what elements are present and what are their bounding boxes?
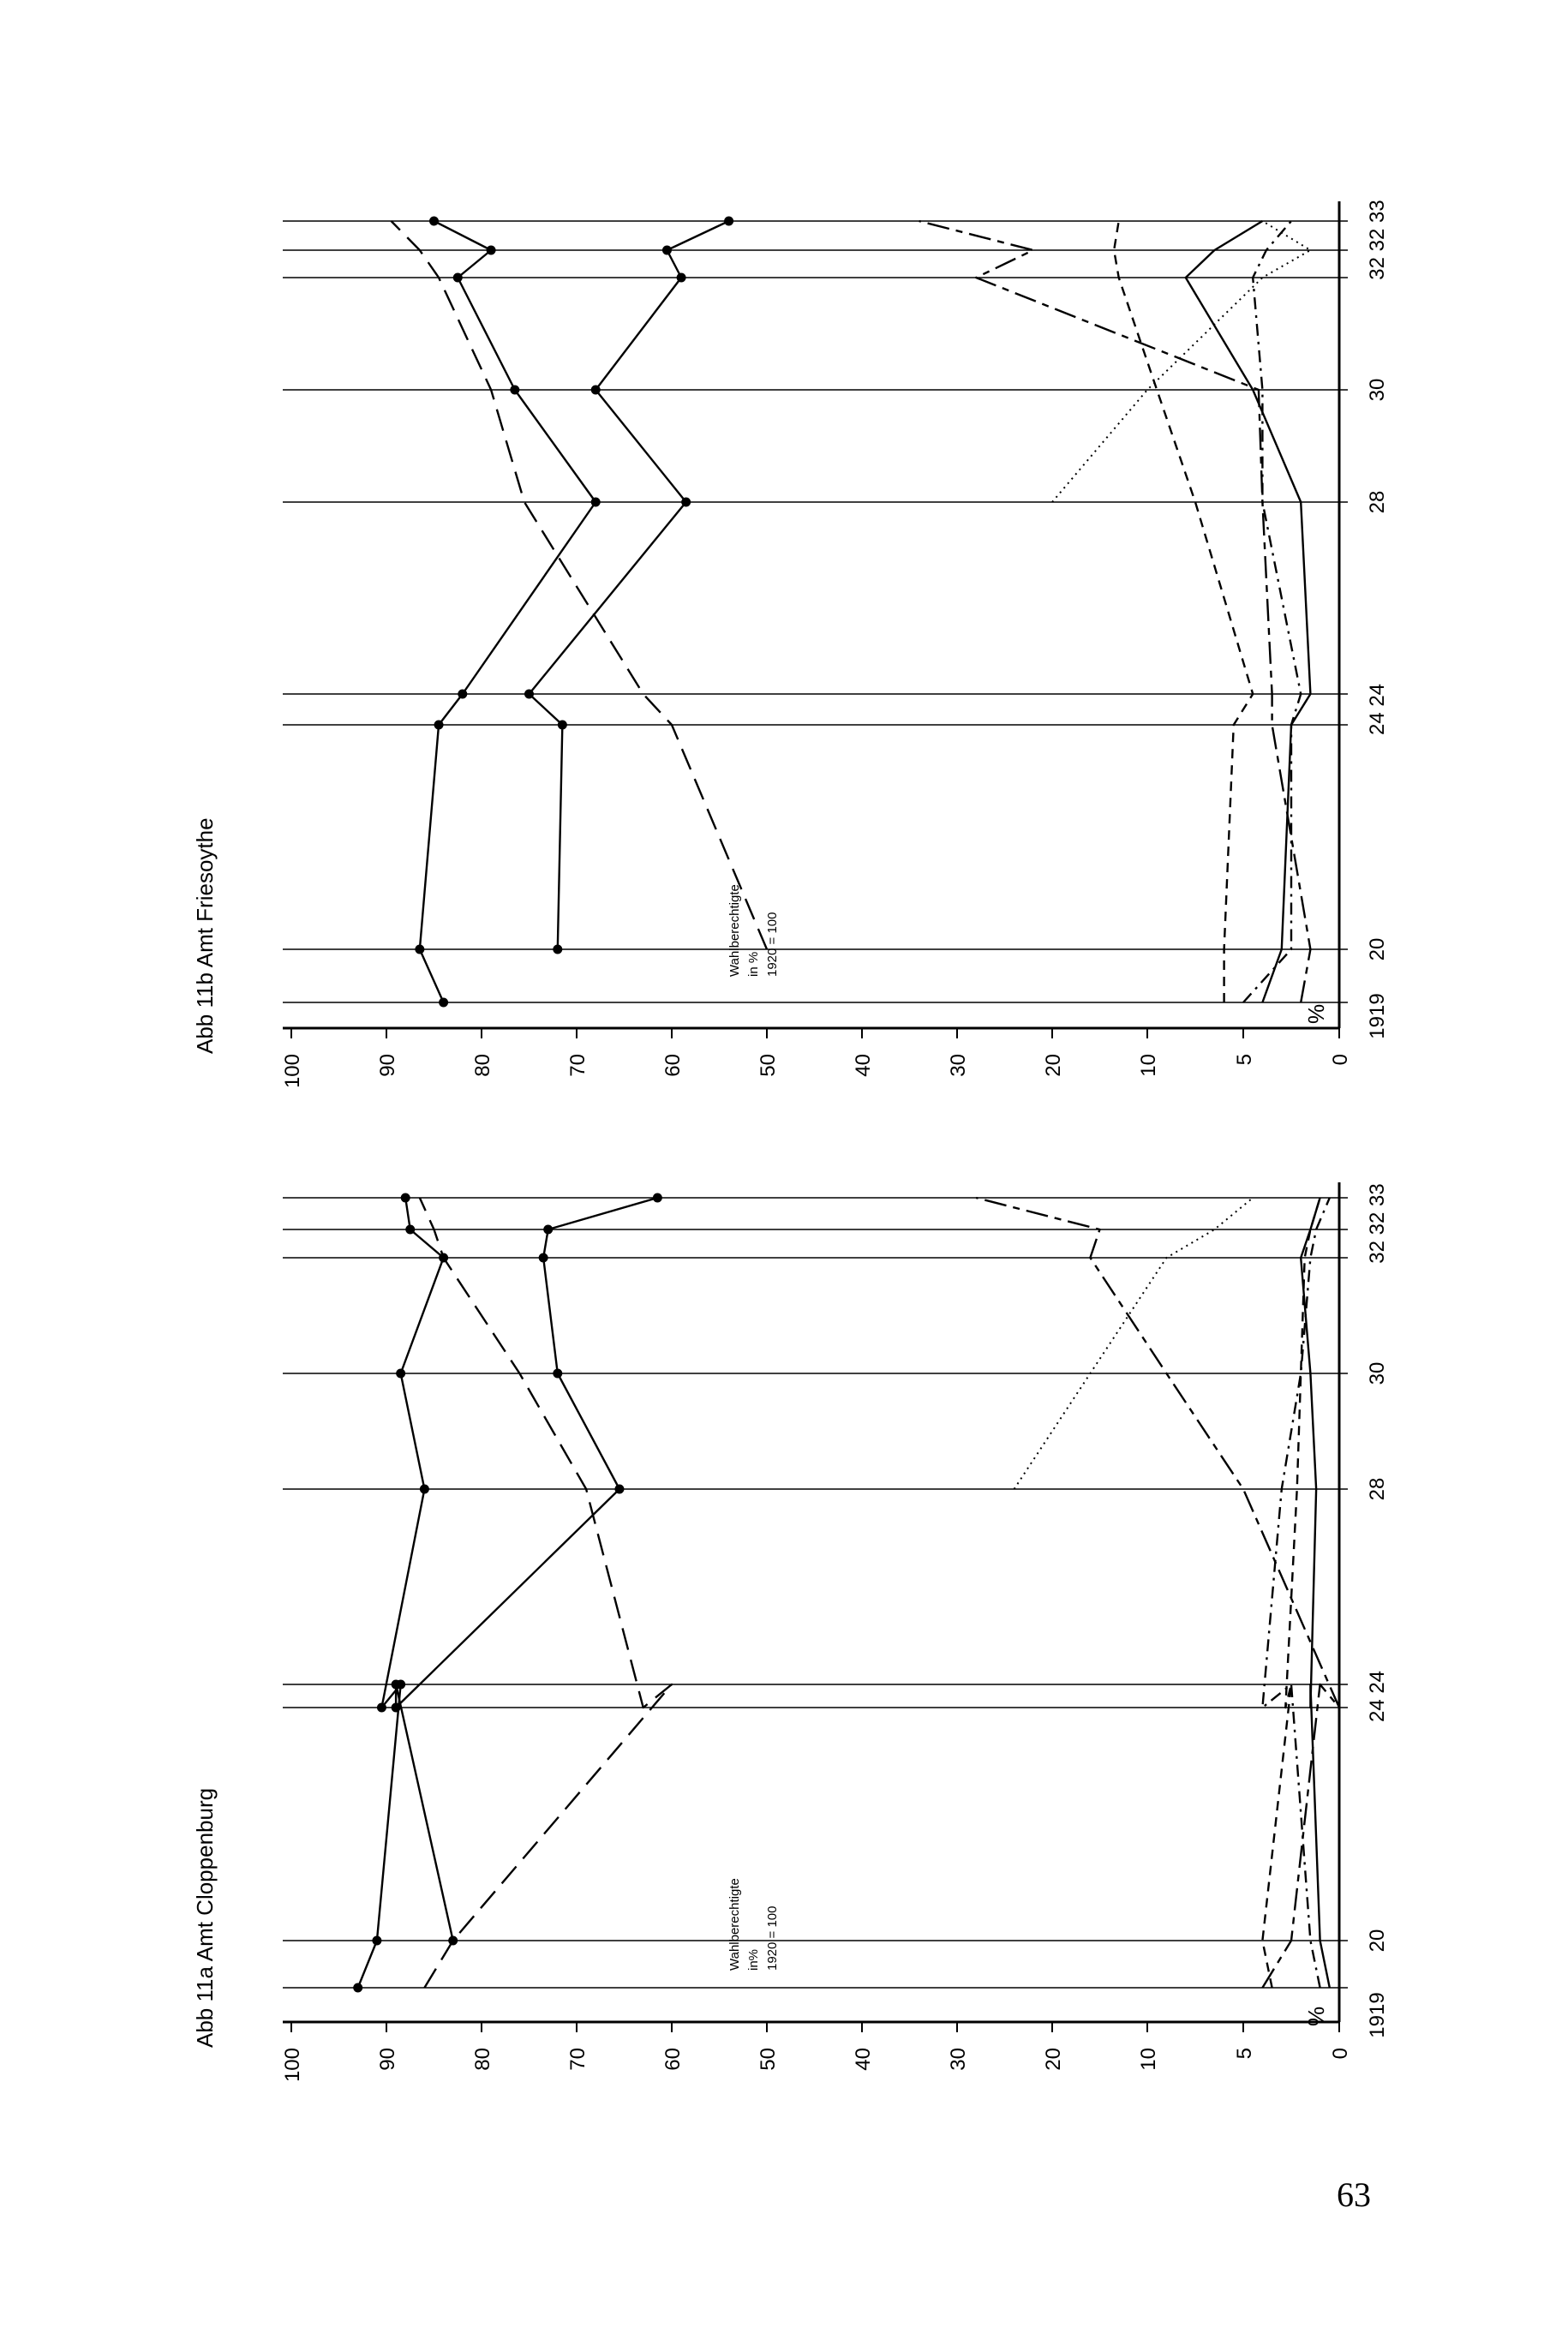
- y-tick-label: 100: [281, 1054, 304, 1089]
- chart-title: Abb 11b Amt Friesoythe: [192, 817, 218, 1054]
- year-label: 32 32 33: [1366, 200, 1389, 280]
- series-line: [1262, 1198, 1320, 1988]
- y-tick-label: 50: [757, 2048, 780, 2071]
- data-point: [448, 1936, 458, 1946]
- data-point: [614, 1485, 624, 1494]
- series-line: [420, 1198, 672, 1988]
- annotation-line: Wahlberechtigte: [727, 884, 742, 977]
- data-point: [662, 246, 672, 255]
- data-point: [558, 721, 567, 730]
- year-label: 30: [1366, 1361, 1389, 1385]
- data-point: [377, 1703, 386, 1713]
- series-line: [1243, 221, 1301, 1002]
- data-point: [553, 1369, 562, 1379]
- page-number: 63: [1337, 2175, 1371, 2214]
- data-point: [677, 273, 686, 283]
- chart-amt-friesoythe: [192, 200, 1389, 1088]
- series-line: [420, 221, 595, 1002]
- annotation-line: 1920 = 100: [765, 912, 780, 977]
- data-point: [392, 1703, 401, 1713]
- y-tick-label: 5: [1233, 1054, 1256, 1066]
- chart-amt-cloppenburg: [192, 1182, 1389, 2082]
- year-label: 24 24: [1366, 1670, 1389, 1723]
- y-tick-label: 10: [1137, 1054, 1160, 1077]
- series-line: [392, 221, 767, 949]
- data-point: [420, 1485, 429, 1494]
- year-label: 30: [1366, 378, 1389, 402]
- year-label: 28: [1366, 490, 1389, 514]
- data-point: [458, 690, 467, 699]
- y-tick-label: 30: [947, 1054, 970, 1077]
- series-line: [1014, 1198, 1254, 1489]
- y-tick-label: 5: [1233, 2048, 1256, 2060]
- data-point: [453, 273, 463, 283]
- series-line: [976, 1198, 1339, 1988]
- data-point: [487, 246, 496, 255]
- series-line: [919, 221, 1311, 1002]
- y-tick-label: 0: [1329, 2048, 1352, 2060]
- y-tick-label: 90: [376, 1054, 399, 1077]
- y-tick-label: 80: [471, 1054, 494, 1077]
- series-line: [1301, 1198, 1330, 1988]
- y-tick-label: 90: [376, 2048, 399, 2071]
- data-point: [415, 945, 424, 954]
- data-point: [396, 1369, 405, 1379]
- y-tick-label: 60: [661, 1054, 685, 1077]
- year-label: 1919: [1366, 1992, 1389, 2038]
- y-tick-label: 50: [757, 1054, 780, 1077]
- data-point: [653, 1193, 662, 1203]
- data-point: [372, 1936, 381, 1946]
- y-tick-label: 100: [281, 2048, 304, 2083]
- data-point: [539, 1253, 548, 1263]
- data-point: [524, 690, 534, 699]
- data-point: [543, 1225, 553, 1235]
- annotation-line: in %: [746, 951, 761, 977]
- data-point: [681, 498, 691, 507]
- data-point: [724, 217, 733, 226]
- data-point: [591, 498, 601, 507]
- year-label: 1919: [1366, 993, 1389, 1039]
- data-point: [439, 998, 448, 1008]
- data-point: [591, 386, 601, 395]
- y-tick-label: 40: [852, 2048, 875, 2071]
- annotation-line: in%: [746, 1948, 761, 1971]
- y-tick-label: 70: [566, 1054, 589, 1077]
- year-label: 20: [1366, 1929, 1389, 1953]
- y-tick-label: 60: [661, 2048, 685, 2071]
- y-tick-label: 40: [852, 1054, 875, 1077]
- series-line: [396, 1198, 657, 1941]
- year-label: 24 24: [1366, 683, 1389, 736]
- year-label: 28: [1366, 1477, 1389, 1501]
- percent-label: %: [1303, 1003, 1329, 1024]
- data-point: [353, 1983, 362, 1993]
- year-label: 20: [1366, 937, 1389, 961]
- y-tick-label: 10: [1137, 2048, 1160, 2071]
- y-tick-label: 30: [947, 2048, 970, 2071]
- series-line: [358, 1198, 444, 1988]
- series-line: [530, 221, 729, 949]
- y-tick-label: 20: [1042, 2048, 1065, 2071]
- y-tick-label: 80: [471, 2048, 494, 2071]
- y-tick-label: 20: [1042, 1054, 1065, 1077]
- y-tick-label: 0: [1329, 1054, 1352, 1066]
- data-point: [405, 1225, 415, 1235]
- y-tick-label: 70: [566, 2048, 589, 2071]
- data-point: [401, 1193, 410, 1203]
- chart-title: Abb 11a Amt Cloppenburg: [192, 1787, 218, 2048]
- data-point: [434, 721, 444, 730]
- annotation-line: Wahlberechtigte: [727, 1878, 742, 1971]
- annotation-line: 1920 = 100: [765, 1905, 780, 1971]
- data-point: [392, 1680, 401, 1690]
- data-point: [510, 386, 519, 395]
- series-line: [1114, 221, 1253, 1002]
- data-point: [553, 945, 562, 954]
- data-point: [429, 217, 439, 226]
- year-label: 32 32 33: [1366, 1183, 1389, 1264]
- series-line: [1262, 1198, 1329, 1988]
- percent-label: %: [1303, 2006, 1329, 2026]
